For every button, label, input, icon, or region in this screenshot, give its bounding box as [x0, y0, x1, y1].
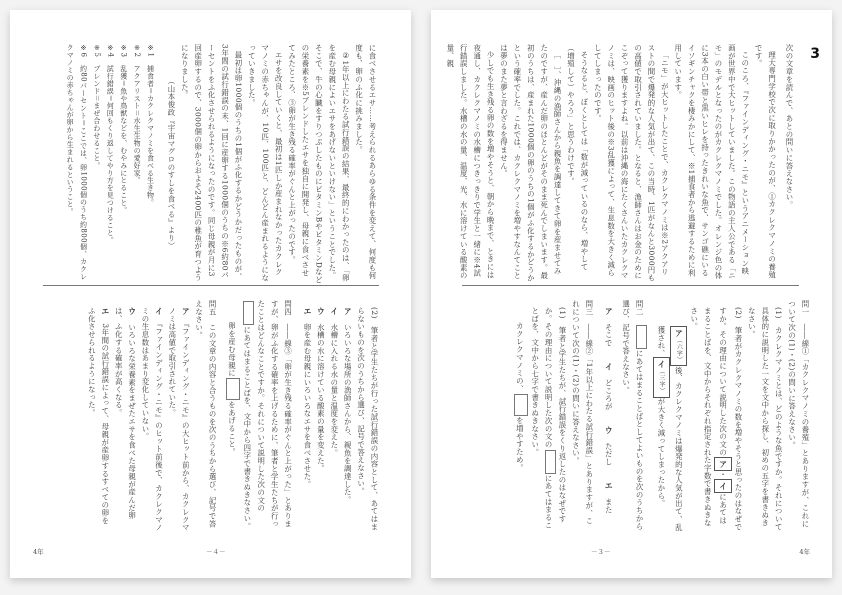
passage-paragraph: このころ、『ファインディング・ニモ』というアニメーション映画が世界中で大ヒットしていました。この物語の主人公である「ニモ」のモデルとなったのがカクレクマノミでした。オレンジ色の体に3本の白い帯と黒いヒレを持ったきれいな魚で、サンゴ礁にいるイソギンチャクを棲みかにして、※1捕食者から逃避するために利用しています。: [673, 44, 750, 280]
footnote: ※6 約80パーセント＝ここでは、卵1000個のうち約800個、カクレクマノミの赤ちゃんが卵から生まれるということ。: [66, 44, 88, 281]
option-label: ア: [181, 307, 191, 316]
option-a[interactable]: [604, 307, 613, 347]
grade-label: 4年: [799, 548, 810, 556]
answer-blank[interactable]: [514, 394, 528, 416]
blank-label-i[interactable]: イ: [714, 479, 731, 493]
question-4: [240, 300, 294, 532]
question-text: 筆者と学生たちが、試行錯誤をくり返したのはなぜですか。その理由について説明した次の文の: [544, 307, 567, 524]
answer-blank[interactable]: [636, 325, 647, 349]
option-u[interactable]: [604, 426, 613, 466]
option-text: いろいろな場所の漁師さんから、親魚を調達した。: [343, 323, 353, 505]
option-label: ウ: [604, 426, 614, 435]
questions-page-4: [51, 300, 381, 532]
question-3-2: [354, 300, 381, 532]
question-text: 筆者がカクレクマノミの数を増やそうと思ったのはなぜですか。その理由について説明した次の文の: [718, 307, 743, 532]
answer-box-i[interactable]: [653, 357, 670, 397]
question-text: にあてはまることばとしてよいものを次のうちから選び、記号で答えなさい。: [621, 300, 645, 531]
option-text: どころが: [604, 379, 614, 411]
spacer: [157, 44, 165, 284]
char-count: （六字）: [675, 337, 683, 364]
questions-page-3: [482, 300, 812, 532]
box-label: イ: [656, 360, 666, 369]
passage-continued: [66, 44, 379, 284]
option-text: 水槽の水に溶けている酸素の量を変えた。: [316, 323, 326, 473]
grade-label: 4年: [33, 548, 44, 556]
spacer: [647, 300, 653, 532]
option-text: そこで: [604, 323, 614, 348]
option-label: エ: [302, 307, 312, 316]
sub-question-number: (1): [558, 307, 567, 320]
option-a[interactable]: [341, 300, 354, 532]
page-number: －４－: [206, 548, 226, 556]
separator: ・: [718, 471, 728, 479]
option-i[interactable]: [139, 300, 166, 532]
question-1-2: [687, 300, 745, 532]
page-number: －３－: [591, 548, 611, 556]
spacer: [596, 300, 602, 532]
spacer: [295, 300, 301, 532]
options-row: [602, 300, 615, 532]
option-text: また: [604, 498, 614, 514]
answer-box-a[interactable]: [670, 326, 687, 366]
fill-text: を増やすため。: [515, 416, 525, 472]
question-1: [785, 300, 812, 532]
question-text: ――線②「1年以上にわたる試行錯誤」とありますが、これについて次の(1)・(2)の問いに答えなさい。: [571, 300, 594, 525]
question-number: 問二: [635, 300, 645, 316]
fill-sentence: [653, 300, 688, 532]
question-text: にあてはまることばを、文中から七字で書きぬきなさい。: [530, 307, 554, 530]
option-text: ただし: [604, 442, 614, 467]
option-text: いろいろな栄養素をまぜたエサを食べた母親が産んだ卵は、ふ化する確率が高くなる。: [114, 307, 137, 520]
fill-sentence: [225, 300, 240, 532]
footnote: ※2 アクアリスト＝水生生物の愛好家。: [133, 44, 142, 185]
option-label: イ: [329, 307, 339, 316]
option-i[interactable]: [327, 300, 340, 532]
question-1-1: [745, 300, 785, 532]
question-5: [192, 300, 219, 532]
question-3: [569, 300, 596, 532]
sub-question-number: (1): [774, 307, 784, 320]
option-label: ウ: [316, 307, 326, 316]
question-number: 問四: [283, 300, 293, 316]
passage-paragraph: 「ニモ」が大ヒットしたことで、カクレクマノミは※2アクアリストの間で爆発的な人気が出て、この当時、1匹がなんと3000円もの高値で取引されていました。となると、漁師さんはお金のためにこぞって獲りますよね。以前は沖縄の海にたくさんいたカクレクマノミは、映画のヒット後の※3乱獲によって、生息数を大きく減らしてしまったのです。: [593, 44, 670, 282]
question-text: にあてはまることばを、文中からそれぞれ指定された字数で書きぬきなさい。: [689, 307, 728, 528]
footnote: ※3 乱獲＝魚や鳥獣などを、むやみにとること。: [119, 44, 128, 214]
blank-label-a[interactable]: ア: [714, 457, 731, 471]
sub-question-number: (2): [370, 307, 379, 320]
passage-paragraph: ［ ］、沖縄の漁師さんから親魚を調達してきて卵を産ませてみたのですが、産んだ卵のほとんどがそのまま死んでしまいます。最初のうちは、産まれた1000個の卵のうちの1個がふ化するかどうかという確率でした。これでは、カクレクマノミを増やすなんてことは夢のまた夢と言わざるを得ません。: [499, 44, 563, 282]
option-label: エ: [100, 307, 110, 316]
footnotes: [63, 44, 157, 284]
passage-paragraph: ②1年以上にわたる試行錯誤の結果、最終的にわかったのは、「卵を産む母親によいエサをあげないといけない」ということでした。そこで、牛の心臓をすりつぶしたものにビタミンBやビタミンDなどの栄養素を※5ブレンドしたエサを独自に開発し、母親に食べさせてみたところ、③卵が生き残る確率がぐんと上がったのです。: [287, 44, 351, 284]
char-count: （三字）: [657, 368, 665, 395]
question-2: [619, 300, 646, 532]
instruction: 次の文章を読んで、あとの問いに答えなさい。: [785, 44, 794, 209]
option-label: イ: [604, 362, 614, 372]
passage: [445, 44, 796, 282]
fill-text: カクレクマノミの、: [515, 322, 525, 393]
option-text: 卵を産む母親にいろいろなエサを食べさせた。: [302, 323, 312, 489]
passage-paragraph: に食べさせるエサ……考えられるあらゆる条件を変えて、何度も何度も、卵のふ化に挑みました。: [354, 44, 377, 280]
page-3: [431, 10, 832, 578]
option-u[interactable]: [112, 300, 139, 532]
question-number: 問五: [208, 300, 218, 316]
question-text: この文章の内容と合うものを次のうちから選び、記号で答えなさい。: [194, 300, 218, 528]
passage-paragraph: そうなると、ぼくとしては「数が減っているのなら、増やして（増殖して）やろう」と思うわけです。: [566, 44, 589, 272]
question-text: カクレクマノミとは、どのような魚ですか。それについて具体的に説明した一文を文中から探し、初めの五字を書きぬきなさい。: [747, 307, 784, 532]
option-e[interactable]: [604, 482, 613, 514]
fill-sentence: [513, 300, 528, 532]
footnote: ※1 捕食者＝カクレクマノミを食べる生き物。: [146, 44, 155, 207]
box-label: ア: [674, 328, 684, 338]
question-number: 問三: [584, 300, 594, 316]
section-divider: [43, 285, 379, 286]
option-text: 『ファインディング・ニモ』の大ヒット前から、カクレクマノミは高値で取引されていた。: [167, 307, 191, 532]
question-text: ――線①「カクレクマノミの養殖」とありますが、これについて次の(1)・(2)の問いに答えなさい。: [787, 300, 810, 528]
passage-paragraph: 理大専門学校で次に取りかかったのが、①カクレクマノミの養殖です。: [754, 44, 777, 280]
option-text: 3年間の試行錯誤によって、母親が産卵するすべての卵をふ化させられるようになった。: [87, 307, 110, 526]
fill-text: が大きく減ってしまったから。: [656, 397, 666, 508]
sub-question-number: (2): [733, 307, 743, 320]
question-text: ――線③「卵が生き残る確率がぐんと上がった」とありますが、卵がふ化する確率を上げるために、筆者と学生たちが行ったことはどんなことですか。それについて説明した次の文の: [256, 300, 293, 528]
footnote: ※5 ブレンド＝まぜ合わせること。: [92, 44, 101, 170]
section-number: 3: [810, 46, 820, 62]
question-number: 問一: [801, 300, 810, 316]
option-a[interactable]: [165, 300, 192, 532]
option-text: 『ファインディング・ニモ』のヒット前後で、カクレクマノミの生息数はあまり変化していない。: [141, 307, 164, 532]
passage-paragraph: 最初は卵1000個のうちの1個がふ化するかどうかだったものが、3年間の試行錯誤の末、1回に産卵する1000個のうちの※6約80パーセントをふ化させられるようになったのです。同じ母親が月に3回産卵するので、3000個の卵からおよそ2400匹の稚魚が育つようになりました。: [180, 44, 243, 282]
fill-text: をあげること。: [227, 401, 237, 457]
option-label: ウ: [127, 307, 137, 316]
spacer: [779, 44, 783, 282]
option-label: ア: [604, 307, 614, 316]
option-e[interactable]: [301, 300, 314, 532]
question-3-1: [528, 300, 569, 532]
passage-paragraph: エサを改良していくと、最初は1匹しか産まれなかったカクレクマノミの赤ちゃんが、10匹、100匹と、どんどん産まれるようになっていきました。: [247, 44, 284, 282]
question-text: にあてはまることばを、文中から四字で書きぬきなさい。: [242, 326, 252, 531]
answer-blank[interactable]: [243, 301, 254, 325]
fill-text: 後、カクレクマノミは爆発的な人気が出て、乱獲され、: [656, 325, 684, 532]
page-4: [10, 10, 411, 578]
passage-paragraph: 少しでも生き残る卵の数を増やそうと、朝から晩まで、ときには夜通し、カクレクマノミの水槽につきっきりで学生と一緒に※4試行錯誤しました。水槽の水の量、温度、光、水に溶けている酸素の量、親: [445, 44, 496, 280]
section-divider: [462, 285, 799, 286]
citation: （山本俊政『宇宙マグロのすしを食べる』より）: [166, 77, 176, 250]
option-text: 水槽に入れる水の量と温度を変えた。: [329, 323, 339, 458]
option-label: イ: [154, 307, 164, 316]
option-label: ア: [343, 307, 353, 316]
question-text: 筆者と学生たちが行った試行錯誤の内容として、あてはまらないものを次のうちから選び、記号で答えなさい。: [356, 307, 379, 532]
option-label: エ: [604, 481, 614, 491]
fill-text: 卵を産む母親に: [227, 322, 237, 378]
option-u[interactable]: [314, 300, 327, 532]
option-e[interactable]: [85, 300, 112, 532]
answer-blank[interactable]: [226, 378, 240, 400]
option-i[interactable]: [604, 363, 613, 411]
answer-blank[interactable]: [545, 450, 556, 474]
footnote: ※4 試行錯誤＝何回もくり返してやり方を見つけること。: [106, 44, 115, 244]
